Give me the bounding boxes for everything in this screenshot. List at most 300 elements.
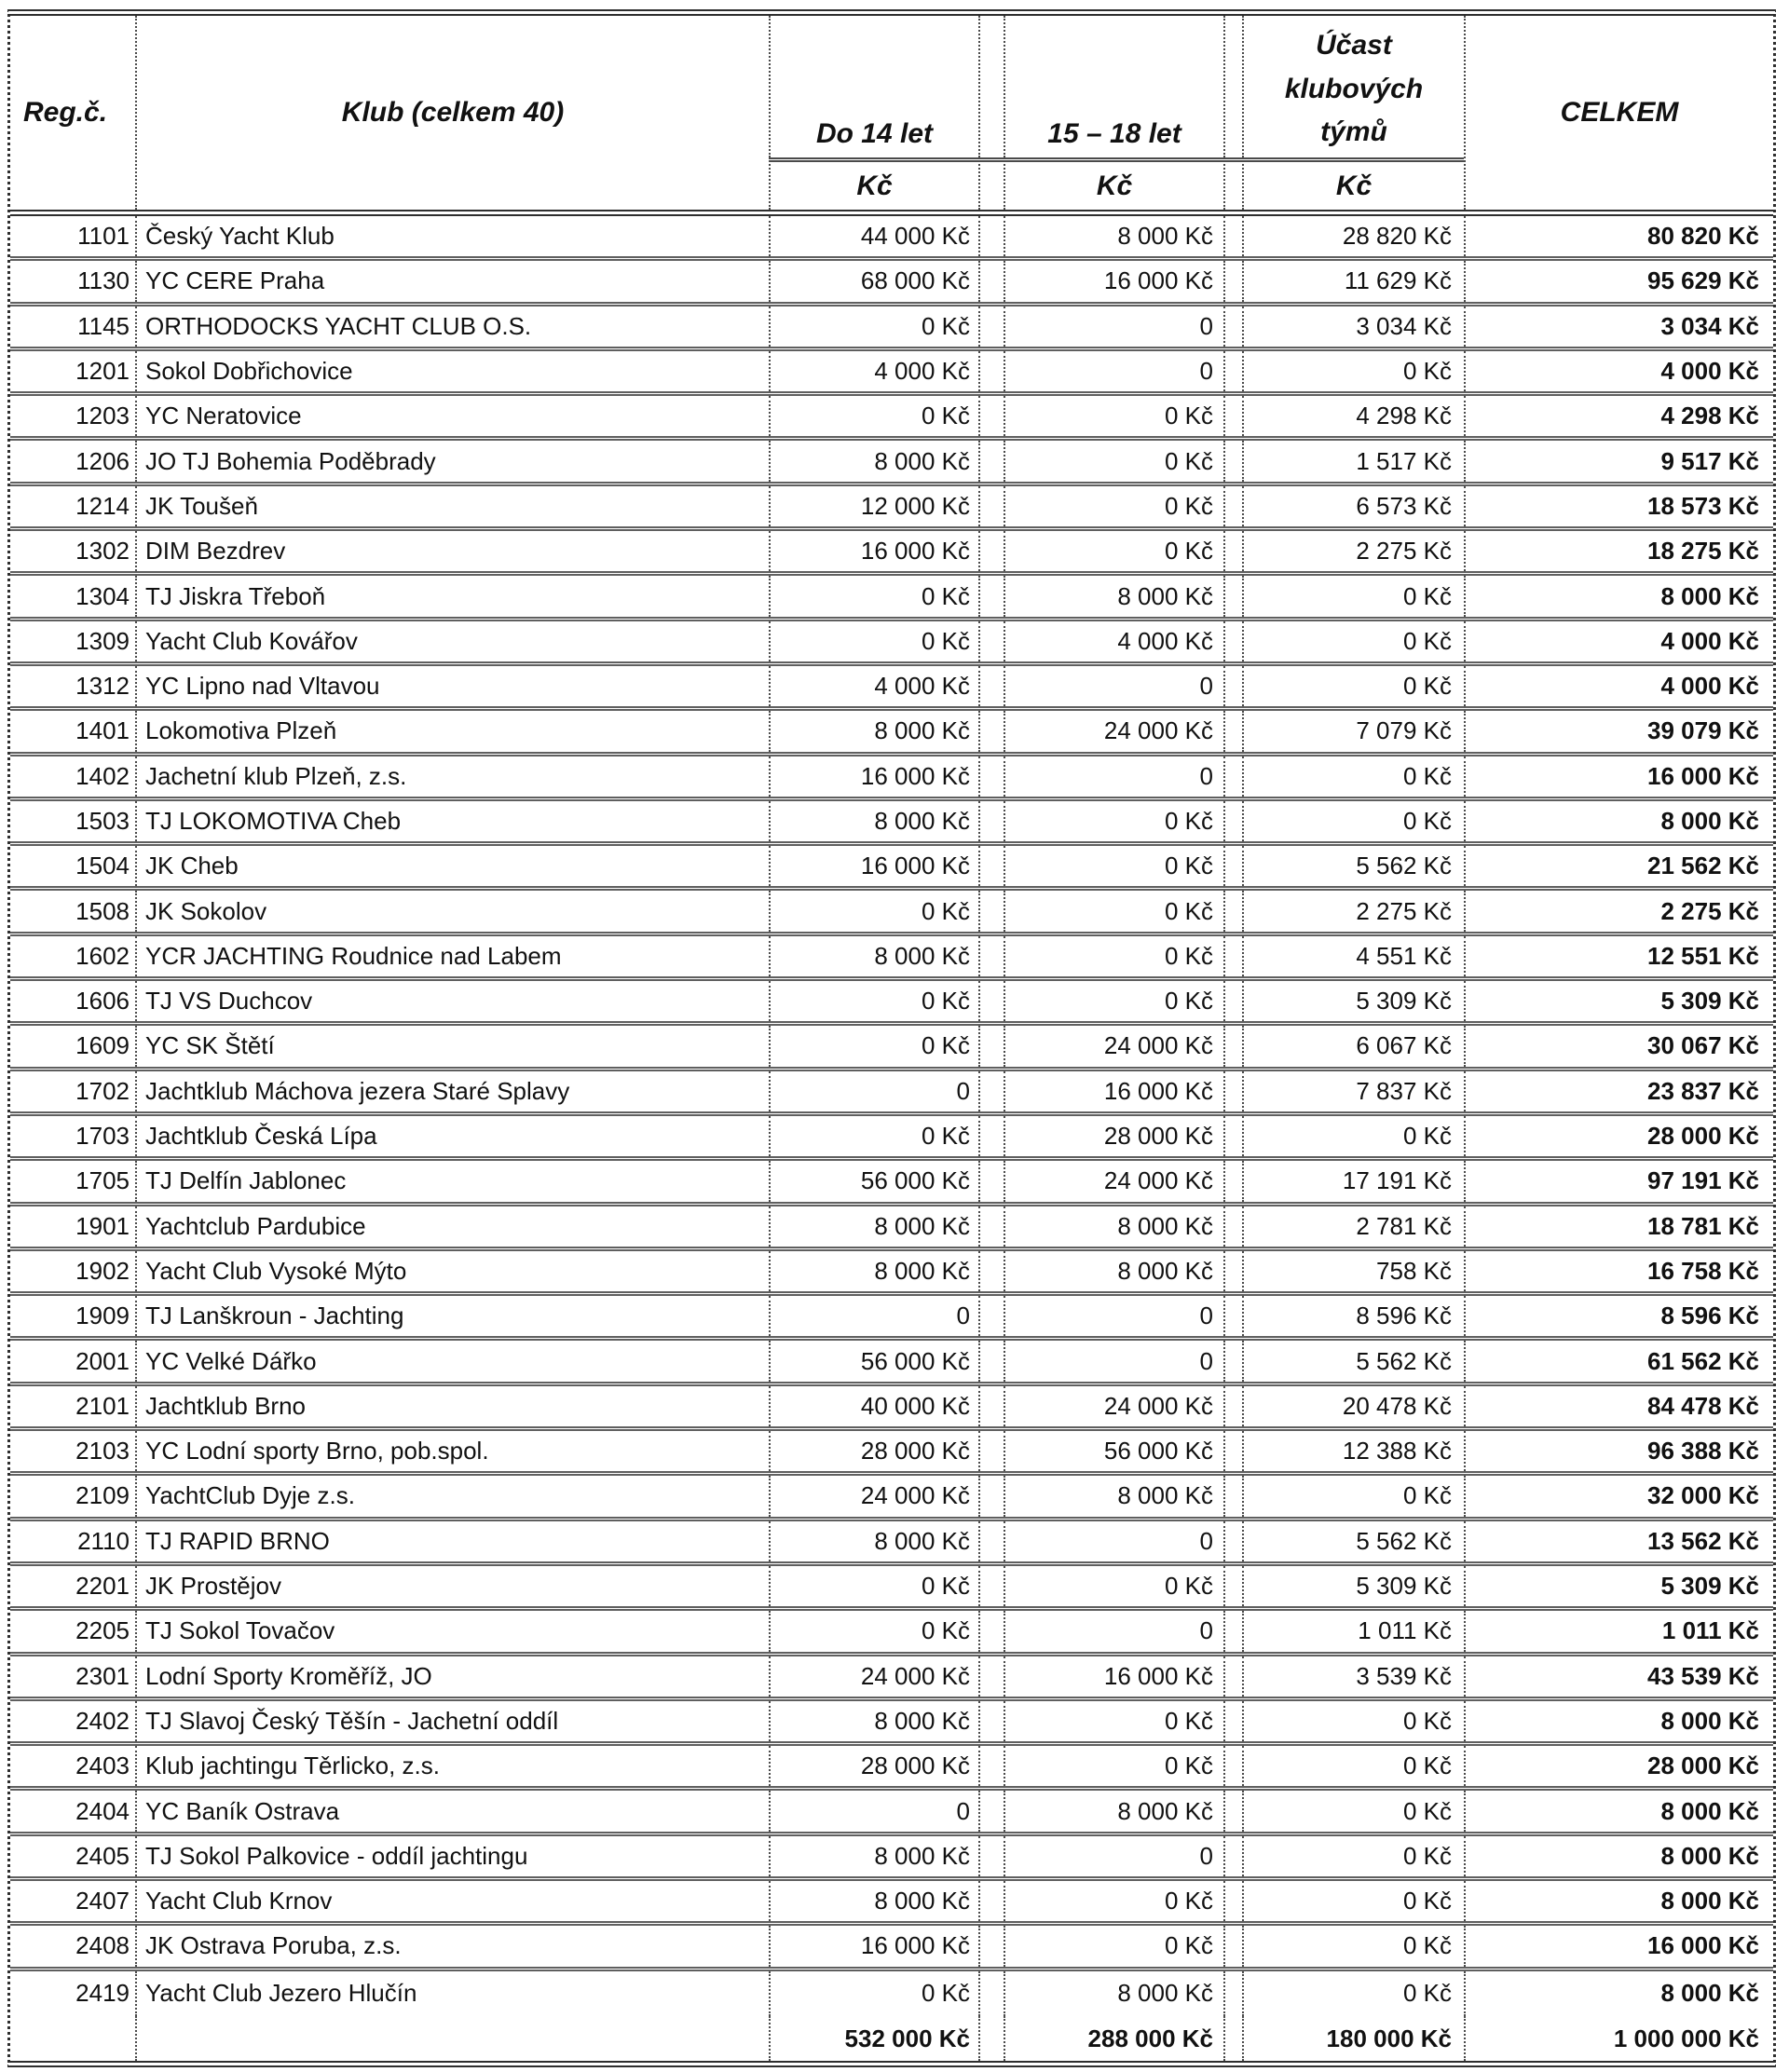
- age-15-18-value: 0 Kč: [1004, 801, 1223, 841]
- table-row: [10, 1611, 1773, 1656]
- totals-under-14-value: 532 000 Kč: [769, 2016, 978, 2061]
- row-total-value: 30 067 Kč: [1464, 1026, 1773, 1066]
- table-row: [10, 1836, 1773, 1881]
- table-row: [10, 1071, 1773, 1116]
- row-total-value: 9 517 Kč: [1464, 441, 1773, 481]
- table-row: [10, 1656, 1773, 1701]
- age-15-18-value: 0: [1004, 1836, 1223, 1876]
- under-14-value: 0 Kč: [769, 981, 978, 1021]
- club-name: Klub jachtingu Těrlicko, z.s.: [135, 1746, 769, 1786]
- totals-15-18-value: 288 000 Kč: [1004, 2016, 1223, 2061]
- table-row: [10, 1521, 1773, 1566]
- column-spacer: [1223, 531, 1242, 571]
- table-row: [10, 1566, 1773, 1611]
- age-15-18-value: 24 000 Kč: [1004, 711, 1223, 751]
- reg-number: 2301: [75, 1661, 130, 1690]
- club-name: YC Neratovice: [135, 396, 769, 436]
- reg-number: 2405: [75, 1841, 130, 1870]
- age-15-18-value: 24 000 Kč: [1004, 1386, 1223, 1426]
- reg-number: 1201: [75, 357, 130, 386]
- under-14-value: 12 000 Kč: [769, 486, 978, 526]
- row-total-value: 43 539 Kč: [1464, 1656, 1773, 1697]
- column-spacer: [1223, 801, 1242, 841]
- under-14-value: 0: [769, 1296, 978, 1336]
- team-participation-value: 7 837 Kč: [1242, 1071, 1464, 1111]
- club-name: YCR JACHTING Roudnice nad Labem: [135, 936, 769, 976]
- table-row: [10, 936, 1773, 981]
- club-funding-table: [7, 9, 1776, 2067]
- column-spacer: [1223, 1971, 1242, 2016]
- column-spacer: [1223, 1746, 1242, 1786]
- column-spacer: [978, 1881, 1004, 1921]
- club-name: TJ Jiskra Třeboň: [135, 576, 769, 616]
- header-15-18: 15 – 18 let: [1004, 16, 1223, 157]
- table-body: [10, 216, 1773, 2016]
- row-total-value: 4 000 Kč: [1464, 666, 1773, 706]
- reg-number: 1101: [77, 222, 130, 251]
- table-row: [10, 1701, 1773, 1746]
- row-total-value: 8 000 Kč: [1464, 1971, 1773, 2016]
- club-name: Jachtklub Brno: [135, 1386, 769, 1426]
- reg-number: 2404: [75, 1796, 130, 1825]
- row-total-value: 97 191 Kč: [1464, 1161, 1773, 1201]
- column-spacer: [978, 801, 1004, 841]
- under-14-value: 0 Kč: [769, 576, 978, 616]
- under-14-value: 16 000 Kč: [769, 531, 978, 571]
- team-participation-value: 758 Kč: [1242, 1251, 1464, 1291]
- age-15-18-value: 0 Kč: [1004, 1881, 1223, 1921]
- club-name: Lodní Sporty Kroměříž, JO: [135, 1656, 769, 1697]
- age-15-18-value: 0 Kč: [1004, 1746, 1223, 1786]
- reg-number: 1304: [75, 581, 130, 610]
- row-total-value: 8 000 Kč: [1464, 576, 1773, 616]
- column-spacer: [978, 1341, 1004, 1381]
- under-14-value: 0 Kč: [769, 1611, 978, 1651]
- column-spacer: [1223, 351, 1242, 391]
- column-spacer: [1223, 1836, 1242, 1876]
- column-spacer: [1223, 1251, 1242, 1291]
- under-14-value: 0 Kč: [769, 1566, 978, 1606]
- reg-number: 2201: [75, 1572, 130, 1601]
- club-name: Sokol Dobřichovice: [135, 351, 769, 391]
- reg-number: 2109: [75, 1481, 130, 1510]
- age-15-18-value: 4 000 Kč: [1004, 621, 1223, 661]
- table-row: [10, 891, 1773, 935]
- under-14-value: 0 Kč: [769, 1026, 978, 1066]
- club-name: JK Toušeň: [135, 486, 769, 526]
- column-spacer: [978, 1566, 1004, 1606]
- column-spacer: [1223, 307, 1242, 347]
- header-column-spacer: [978, 16, 1004, 157]
- age-15-18-value: 0: [1004, 1611, 1223, 1651]
- table-row: [10, 801, 1773, 846]
- club-name: Jachtklub Máchova jezera Staré Splavy: [135, 1071, 769, 1111]
- column-spacer: [978, 981, 1004, 1021]
- column-spacer: [1223, 1656, 1242, 1697]
- row-total-value: 39 079 Kč: [1464, 711, 1773, 751]
- team-participation-value: 0 Kč: [1242, 1746, 1464, 1786]
- column-spacer: [1223, 711, 1242, 751]
- table-row: [10, 396, 1773, 441]
- column-spacer: [978, 531, 1004, 571]
- column-spacer: [1223, 936, 1242, 976]
- team-participation-value: 2 275 Kč: [1242, 891, 1464, 931]
- row-total-value: 16 000 Kč: [1464, 1926, 1773, 1966]
- column-spacer: [1223, 1026, 1242, 1066]
- column-spacer: [978, 621, 1004, 661]
- team-participation-value: 1 011 Kč: [1242, 1611, 1464, 1651]
- column-spacer: [1223, 1341, 1242, 1381]
- under-14-value: 16 000 Kč: [769, 1926, 978, 1966]
- team-participation-value: 8 596 Kč: [1242, 1296, 1464, 1336]
- team-participation-value: 7 079 Kč: [1242, 711, 1464, 751]
- reg-number: 1901: [75, 1211, 130, 1240]
- reg-number: 1145: [77, 311, 130, 340]
- reg-number: 2407: [75, 1887, 130, 1915]
- column-spacer: [1223, 1296, 1242, 1336]
- under-14-value: 8 000 Kč: [769, 1701, 978, 1741]
- team-participation-value: 6 573 Kč: [1242, 486, 1464, 526]
- age-15-18-value: 16 000 Kč: [1004, 1656, 1223, 1697]
- table-row: [10, 1746, 1773, 1791]
- column-spacer: [978, 1026, 1004, 1066]
- column-spacer: [978, 216, 1004, 256]
- under-14-value: 44 000 Kč: [769, 216, 978, 256]
- team-participation-value: 0 Kč: [1242, 576, 1464, 616]
- row-total-value: 84 478 Kč: [1464, 1386, 1773, 1426]
- age-15-18-value: 0: [1004, 307, 1223, 347]
- age-15-18-value: 0 Kč: [1004, 981, 1223, 1021]
- table-row: [10, 1431, 1773, 1476]
- table-row: [10, 1926, 1773, 1970]
- reg-number: 1902: [75, 1256, 130, 1285]
- team-participation-value: 0 Kč: [1242, 666, 1464, 706]
- column-spacer: [1223, 1431, 1242, 1471]
- table-row: [10, 1881, 1773, 1926]
- club-name: DIM Bezdrev: [135, 531, 769, 571]
- reg-number: 2419: [75, 1979, 130, 2008]
- column-spacer: [978, 2016, 1004, 2061]
- age-15-18-value: 8 000 Kč: [1004, 1251, 1223, 1291]
- row-total-value: 5 309 Kč: [1464, 981, 1773, 1021]
- row-total-value: 4 000 Kč: [1464, 621, 1773, 661]
- totals-grand-total-value: 1 000 000 Kč: [1464, 2016, 1773, 2061]
- column-spacer: [978, 307, 1004, 347]
- column-spacer: [1223, 1926, 1242, 1966]
- table-row: [10, 1386, 1773, 1431]
- under-14-value: 0: [769, 1071, 978, 1111]
- age-15-18-value: 8 000 Kč: [1004, 216, 1223, 256]
- column-spacer: [1223, 1566, 1242, 1606]
- row-total-value: 21 562 Kč: [1464, 846, 1773, 886]
- reg-number: 2110: [77, 1526, 130, 1555]
- reg-number: 2205: [75, 1616, 130, 1645]
- team-participation-value: 28 820 Kč: [1242, 216, 1464, 256]
- table-row: [10, 1251, 1773, 1296]
- column-spacer: [978, 1386, 1004, 1426]
- under-14-value: 0 Kč: [769, 1971, 978, 2016]
- table-row: [10, 711, 1773, 756]
- column-spacer: [1223, 396, 1242, 436]
- club-name: YC SK Štětí: [135, 1026, 769, 1066]
- team-participation-value: 17 191 Kč: [1242, 1161, 1464, 1201]
- column-spacer: [978, 1971, 1004, 2016]
- team-participation-value: 0 Kč: [1242, 1701, 1464, 1741]
- column-spacer: [978, 1791, 1004, 1831]
- club-name: Český Yacht Klub: [135, 216, 769, 256]
- totals-club-cell: [135, 2016, 769, 2061]
- reg-number: 1504: [75, 852, 130, 880]
- header-column-spacer: [1223, 157, 1242, 210]
- team-participation-value: 5 309 Kč: [1242, 1566, 1464, 1606]
- row-total-value: 95 629 Kč: [1464, 261, 1773, 301]
- club-name: Yachtclub Pardubice: [135, 1206, 769, 1247]
- header-club: Klub (celkem 40): [135, 16, 769, 210]
- currency-label: Kč: [1242, 157, 1464, 210]
- club-name: TJ Sokol Tovačov: [135, 1611, 769, 1651]
- column-spacer: [978, 261, 1004, 301]
- reg-number: 1606: [75, 987, 130, 1016]
- team-participation-value: 5 562 Kč: [1242, 846, 1464, 886]
- column-spacer: [1223, 1791, 1242, 1831]
- under-14-value: 16 000 Kč: [769, 846, 978, 886]
- reg-number: 2101: [75, 1391, 130, 1420]
- column-spacer: [1223, 757, 1242, 797]
- column-spacer: [978, 396, 1004, 436]
- row-total-value: 4 000 Kč: [1464, 351, 1773, 391]
- reg-number: 1503: [75, 807, 130, 835]
- team-participation-value: 2 781 Kč: [1242, 1206, 1464, 1247]
- reg-number: 1312: [75, 672, 130, 701]
- under-14-value: 0 Kč: [769, 621, 978, 661]
- under-14-value: 68 000 Kč: [769, 261, 978, 301]
- reg-number: 1302: [75, 537, 130, 566]
- team-participation-value: 0 Kč: [1242, 1926, 1464, 1966]
- club-name: JK Cheb: [135, 846, 769, 886]
- table-row: [10, 1161, 1773, 1206]
- team-participation-value: 2 275 Kč: [1242, 531, 1464, 571]
- column-spacer: [978, 1701, 1004, 1741]
- club-name: TJ Lanškroun - Jachting: [135, 1296, 769, 1336]
- table-row: [10, 1116, 1773, 1161]
- column-spacer: [978, 441, 1004, 481]
- team-participation-value: 11 629 Kč: [1242, 261, 1464, 301]
- under-14-value: 8 000 Kč: [769, 936, 978, 976]
- row-total-value: 23 837 Kč: [1464, 1071, 1773, 1111]
- column-spacer: [978, 936, 1004, 976]
- under-14-value: 8 000 Kč: [769, 1251, 978, 1291]
- column-spacer: [978, 351, 1004, 391]
- totals-row: [10, 2016, 1773, 2061]
- row-total-value: 12 551 Kč: [1464, 936, 1773, 976]
- table-row: [10, 666, 1773, 711]
- column-spacer: [1223, 891, 1242, 931]
- reg-number: 1402: [75, 761, 130, 790]
- age-15-18-value: 0 Kč: [1004, 396, 1223, 436]
- column-spacer: [978, 1521, 1004, 1561]
- row-total-value: 32 000 Kč: [1464, 1476, 1773, 1516]
- header-reg-number: Reg.č.: [23, 97, 108, 128]
- team-participation-value: 0 Kč: [1242, 1881, 1464, 1921]
- team-participation-value: 4 298 Kč: [1242, 396, 1464, 436]
- row-total-value: 28 000 Kč: [1464, 1746, 1773, 1786]
- reg-number: 1401: [75, 716, 130, 745]
- club-name: YC Lipno nad Vltavou: [135, 666, 769, 706]
- row-total-value: 8 000 Kč: [1464, 1791, 1773, 1831]
- reg-number: 1909: [75, 1302, 130, 1330]
- row-total-value: 18 573 Kč: [1464, 486, 1773, 526]
- column-spacer: [978, 1296, 1004, 1336]
- currency-label: Kč: [1004, 157, 1223, 210]
- under-14-value: 28 000 Kč: [769, 1746, 978, 1786]
- reg-number: 2402: [75, 1706, 130, 1735]
- team-participation-value: 20 478 Kč: [1242, 1386, 1464, 1426]
- header-under-14: Do 14 let: [769, 16, 978, 157]
- table-row: [10, 1206, 1773, 1251]
- row-total-value: 18 275 Kč: [1464, 531, 1773, 571]
- table-row: [10, 846, 1773, 891]
- team-participation-value: 5 562 Kč: [1242, 1521, 1464, 1561]
- age-15-18-value: 0 Kč: [1004, 891, 1223, 931]
- totals-team-participation-value: 180 000 Kč: [1242, 2016, 1464, 2061]
- column-spacer: [1223, 1161, 1242, 1201]
- table-row: [10, 441, 1773, 485]
- age-15-18-value: 8 000 Kč: [1004, 1206, 1223, 1247]
- column-spacer: [978, 486, 1004, 526]
- team-participation-value: 4 551 Kč: [1242, 936, 1464, 976]
- club-name: Jachtklub Česká Lípa: [135, 1116, 769, 1156]
- club-name: JK Sokolov: [135, 891, 769, 931]
- age-15-18-value: 8 000 Kč: [1004, 576, 1223, 616]
- under-14-value: 24 000 Kč: [769, 1476, 978, 1516]
- club-name: TJ Slavoj Český Těšín - Jachetní oddíl: [135, 1701, 769, 1741]
- column-spacer: [1223, 261, 1242, 301]
- team-participation-value: 1 517 Kč: [1242, 441, 1464, 481]
- age-15-18-value: 0 Kč: [1004, 1566, 1223, 1606]
- row-total-value: 96 388 Kč: [1464, 1431, 1773, 1471]
- row-total-value: 1 011 Kč: [1464, 1611, 1773, 1651]
- club-name: YC Velké Dářko: [135, 1341, 769, 1381]
- reg-number: 1602: [75, 941, 130, 970]
- age-15-18-value: 16 000 Kč: [1004, 1071, 1223, 1111]
- team-participation-value: 12 388 Kč: [1242, 1431, 1464, 1471]
- team-participation-value: 3 034 Kč: [1242, 307, 1464, 347]
- column-spacer: [978, 846, 1004, 886]
- column-spacer: [1223, 1611, 1242, 1651]
- header-column-spacer: [1223, 16, 1242, 157]
- club-name: TJ RAPID BRNO: [135, 1521, 769, 1561]
- age-15-18-value: 16 000 Kč: [1004, 261, 1223, 301]
- column-spacer: [1223, 216, 1242, 256]
- header-total: CELKEM: [1464, 16, 1773, 210]
- table-row: [10, 621, 1773, 666]
- row-total-value: 2 275 Kč: [1464, 891, 1773, 931]
- team-participation-value: 5 562 Kč: [1242, 1341, 1464, 1381]
- reg-number: 1702: [75, 1076, 130, 1105]
- column-spacer: [978, 1116, 1004, 1156]
- row-total-value: 13 562 Kč: [1464, 1521, 1773, 1561]
- team-participation-value: 0 Kč: [1242, 801, 1464, 841]
- age-15-18-value: 56 000 Kč: [1004, 1431, 1223, 1471]
- team-participation-value: 6 067 Kč: [1242, 1026, 1464, 1066]
- under-14-value: 0: [769, 1791, 978, 1831]
- reg-number: 2408: [75, 1931, 130, 1960]
- column-spacer: [978, 1746, 1004, 1786]
- row-total-value: 8 000 Kč: [1464, 1836, 1773, 1876]
- age-15-18-value: 28 000 Kč: [1004, 1116, 1223, 1156]
- table-row: [10, 576, 1773, 620]
- under-14-value: 0 Kč: [769, 396, 978, 436]
- column-spacer: [1223, 1386, 1242, 1426]
- club-name: TJ Sokol Palkovice - oddíl jachtingu: [135, 1836, 769, 1876]
- team-participation-value: 0 Kč: [1242, 1971, 1464, 2016]
- reg-number: 2103: [75, 1437, 130, 1465]
- age-15-18-value: 0 Kč: [1004, 936, 1223, 976]
- column-spacer: [978, 1431, 1004, 1471]
- team-participation-value: 5 309 Kč: [1242, 981, 1464, 1021]
- column-spacer: [978, 1611, 1004, 1651]
- column-spacer: [1223, 576, 1242, 616]
- reg-number: 1705: [75, 1166, 130, 1195]
- column-spacer: [978, 1071, 1004, 1111]
- age-15-18-value: 8 000 Kč: [1004, 1476, 1223, 1516]
- team-participation-value: 0 Kč: [1242, 1791, 1464, 1831]
- reg-number: 1214: [75, 491, 130, 520]
- table-row: [10, 351, 1773, 396]
- under-14-value: 56 000 Kč: [769, 1341, 978, 1381]
- under-14-value: 8 000 Kč: [769, 711, 978, 751]
- under-14-value: 4 000 Kč: [769, 351, 978, 391]
- age-15-18-value: 8 000 Kč: [1004, 1971, 1223, 2016]
- club-name: Yacht Club Kovářov: [135, 621, 769, 661]
- team-participation-value: 0 Kč: [1242, 621, 1464, 661]
- reg-number: 1130: [77, 266, 130, 295]
- club-name: JO TJ Bohemia Poděbrady: [135, 441, 769, 481]
- row-total-value: 16 000 Kč: [1464, 757, 1773, 797]
- age-15-18-value: 0: [1004, 757, 1223, 797]
- reg-number: 1206: [75, 446, 130, 475]
- table-row: [10, 1971, 1773, 2016]
- column-spacer: [978, 1251, 1004, 1291]
- age-15-18-value: 0: [1004, 1521, 1223, 1561]
- row-total-value: 3 034 Kč: [1464, 307, 1773, 347]
- under-14-value: 8 000 Kč: [769, 1521, 978, 1561]
- totals-reg-cell: [10, 2016, 135, 2061]
- header-team-participation: Účast klubových týmů: [1242, 16, 1464, 157]
- age-15-18-value: 0 Kč: [1004, 1926, 1223, 1966]
- club-name: YC Lodní sporty Brno, pob.spol.: [135, 1431, 769, 1471]
- row-total-value: 16 758 Kč: [1464, 1251, 1773, 1291]
- under-14-value: 8 000 Kč: [769, 1881, 978, 1921]
- column-spacer: [1223, 1521, 1242, 1561]
- club-name: TJ VS Duchcov: [135, 981, 769, 1021]
- table-row: [10, 1026, 1773, 1070]
- age-15-18-value: 0 Kč: [1004, 441, 1223, 481]
- age-15-18-value: 24 000 Kč: [1004, 1161, 1223, 1201]
- club-name: JK Prostějov: [135, 1566, 769, 1606]
- under-14-value: 8 000 Kč: [769, 1836, 978, 1876]
- age-15-18-value: 0 Kč: [1004, 531, 1223, 571]
- table-header: [10, 16, 1773, 216]
- column-spacer: [978, 891, 1004, 931]
- club-name: YachtClub Dyje z.s.: [135, 1476, 769, 1516]
- column-spacer: [1223, 1476, 1242, 1516]
- age-15-18-value: 8 000 Kč: [1004, 1791, 1223, 1831]
- row-total-value: 18 781 Kč: [1464, 1206, 1773, 1247]
- column-spacer: [1223, 981, 1242, 1021]
- row-total-value: 4 298 Kč: [1464, 396, 1773, 436]
- team-participation-value: 0 Kč: [1242, 1836, 1464, 1876]
